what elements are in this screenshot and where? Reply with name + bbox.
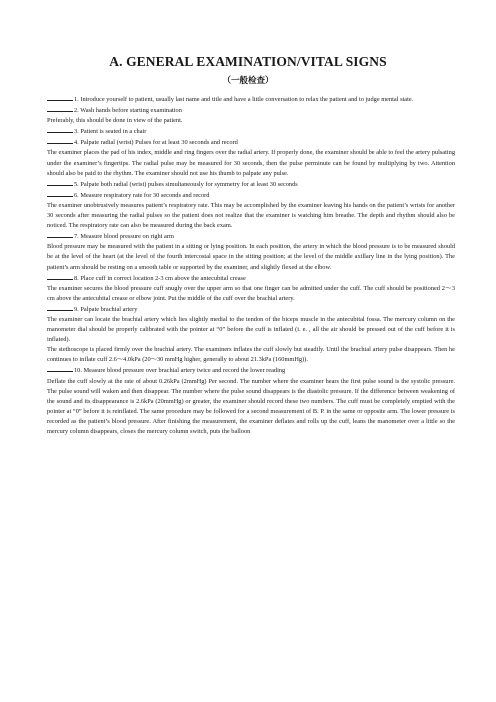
step-item-8	[47, 273, 455, 284]
step-note: The stethoscope is placed firmly over the brachial artery. The examiners inflates the cuff slowly but steadily. Until the brachial artery pulse disappears. Then he continues to inflate cuff 2.6～4.0kPa (20～30 mmHg higher, generally to about 21.3kPa (160mmHg)).	[47, 346, 455, 364]
answer-blank	[47, 105, 73, 112]
step-text: 8. Place cuff in correct location 2-3 cm above the antecubital crease	[74, 274, 246, 282]
step-note: Preferably, this should be done in view of the patient.	[47, 117, 183, 125]
document-body	[47, 94, 455, 437]
step-note: The examiner can locate the brachial artery which lies slightly medial to the tendon of the biceps muscle in the antecubital fossa. The mercury column on the manometer dial should be properly calibrated with the pointer at “0” before the cuff is inflated (i. e. , all the air should be pressed out of the cuff before it is inflated).	[47, 315, 455, 344]
step-item-6	[47, 190, 455, 201]
answer-blank	[47, 190, 73, 197]
answer-blank	[47, 179, 73, 186]
step-text: 5. Palpate both radial (wrist) pulses simultaneously for symmetry for at least 30 seconds	[74, 180, 298, 188]
step-text: 2. Wash hands before starting examination	[74, 107, 182, 115]
step-text: 3. Patient is seated in a chair	[74, 128, 147, 136]
step-item-4	[47, 137, 455, 148]
step-item-1	[47, 94, 455, 105]
page-title: A. GENERAL EXAMINATION/VITAL SIGNS	[109, 54, 387, 69]
step-text: 7. Measure blood pressure on right arm	[74, 233, 174, 241]
step-note: The examiner unobtrusively measures patient’s respiratory rate. This may be accomplished by the examiner leaving his hands on the patient’s wrists for another 30 seconds after measuring the radial pulses so the patient does not realize that the examiner is watching him breathe. The depth and rhythm should also be noticed. The respiratory rate can also be measured during the back exam.	[47, 201, 455, 230]
answer-blank	[47, 231, 73, 238]
step-note: The examiner places the pad of his index, middle and ring fingers over the radial artery. If properly done, the examiner should be able to feel the artery pulsating under the examiner’s fingertips. The radial pulse may be measured for 30 seconds, then the pulse perminute can be found by multiplying by two. Attention should also be paid to the rhythm. The examiner should not use his thumb to palpate any pulse.	[47, 149, 455, 177]
answer-blank	[47, 273, 73, 280]
page-subtitle: （一般检查）	[222, 75, 274, 85]
step-item-2	[47, 105, 455, 116]
answer-blank	[47, 126, 73, 133]
answer-blank	[47, 94, 73, 101]
step-note: The examiner secures the blood pressure cuff snugly over the upper arm so that one finger can be admitted under the cuff. The cuff should be positioned 2～3 cm above the antecubital crease or elbow joint. Put the middle of the cuff over the brachial artery.	[47, 284, 455, 302]
step-item-10	[47, 365, 455, 376]
step-item-9	[47, 304, 455, 315]
step-text: 10. Measure blood pressure over brachial artery twice and record the lower reading	[74, 367, 286, 375]
step-text: 9. Palpate brachial artery	[74, 305, 138, 313]
step-note: Deflate the cuff slowly at the rate of about 0.26kPa (2mmHg) Per second. The number where the examiner hears the first pulse sound is the systolic pressure. The pulse sound will waken and then disappear. The number where the pulse sound disappears is the diastolic pressure. If the difference between weakening of the sound and its disappearance is 2.6kPa (20mmHg) or greater, the examiner should record these two numbers. The cuff must be completely emptied with the pointer at “0” before it is reinflated. The same procedure may be followed for a second measurement of B. P. in the same or opposite arm. The lower pressure is recorded as the patient’s blood pressure. After finishing the measurement, the examiner deflates and rolls up the cuff, leans the manometer over a little so the mercury column disappears, closes the mercury column switch, puts the balloon	[47, 377, 455, 435]
step-note: Blood pressure may be measured with the patient in a sitting or lying position. In each position, the artery in which the blood pressure is to be measured should be at the level of the heart (at the level of the fourth intercostal space in the sitting position; at the level of the middle axillary line in the lying position). The patient’s arm should be resting on a smooth table or supported by the examiner, and slightly flexed at the elbow.	[47, 243, 455, 271]
answer-blank	[47, 137, 73, 144]
step-text: 4. Palpate radial (wrist) Pulses for at least 30 seconds and record	[74, 139, 238, 147]
step-text: 1. Introduce yourself to patient, usually last name and title and have a little conversation to relax the patient and to judge mental state.	[74, 96, 414, 103]
step-text: 6. Measure respiratory rate for 30 seconds and record	[74, 191, 210, 199]
step-item-7	[47, 231, 455, 242]
answer-blank	[47, 365, 73, 372]
step-item-3	[47, 126, 455, 137]
answer-blank	[47, 304, 73, 311]
step-item-5	[47, 179, 455, 190]
